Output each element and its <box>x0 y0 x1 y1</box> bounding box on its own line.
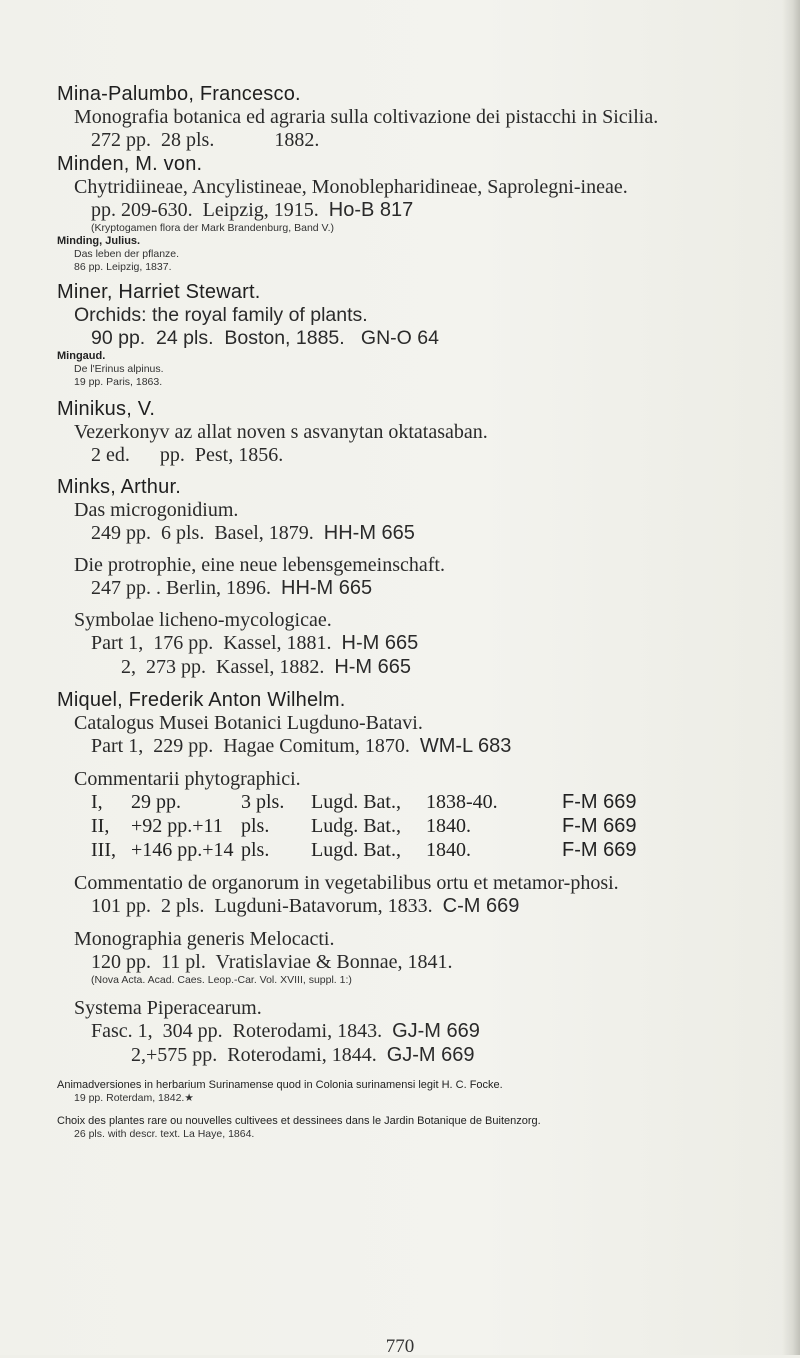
volume: I, <box>91 791 103 813</box>
work-title: Catalogus Musei Botanici Lugduno-Batavi. <box>74 712 423 734</box>
entry-minikus <box>57 397 785 467</box>
volume-row <box>91 838 785 862</box>
pages: +92 pp.+11 <box>131 815 223 837</box>
pub-text: Part 1, 176 pp. Kassel, 1881. <box>91 632 342 654</box>
work-title: Vezerkonyv az allat noven s asvanytan oktatasaban. <box>74 421 488 443</box>
series-note: (Kryptogamen flora der Mark Brandenburg, Band V.) <box>91 222 334 234</box>
date: 1840. <box>426 839 471 861</box>
call-number: H-M 665 <box>334 656 412 678</box>
work-title: Commentatio de organorum in vegetabilibus ortu et metamor-phosi. <box>74 872 619 894</box>
entry-minks <box>57 475 785 679</box>
publication-info: 86 pp. Leipzig, 1837. <box>74 261 172 273</box>
pub-text: Part 1, 229 pp. Hagae Comitum, 1870. <box>91 735 420 757</box>
publication-info <box>91 1043 785 1067</box>
call-number: HH-M 665 <box>323 522 415 544</box>
volume: III, <box>91 839 116 861</box>
call-number: F-M 669 <box>562 791 637 813</box>
publication-info <box>91 894 785 918</box>
publication-info <box>91 734 785 758</box>
author-name: Mina-Palumbo, Francesco. <box>57 83 301 105</box>
publication-info <box>91 198 785 222</box>
call-number: HH-M 665 <box>281 577 373 599</box>
volume-row <box>91 814 785 838</box>
pub-text: 2,+575 pp. Roterodami, 1844. <box>91 1044 387 1066</box>
call-number: Ho-B 817 <box>328 199 414 221</box>
work-title: Monographia generis Melocacti. <box>74 928 335 950</box>
call-number: H-M 665 <box>341 632 419 654</box>
work-title: Systema Piperacearum. <box>74 997 262 1019</box>
author-name: Minks, Arthur. <box>57 476 181 498</box>
pub-text: 247 pp. . Berlin, 1896. <box>91 577 281 599</box>
entry-minding <box>57 235 785 274</box>
entry-mingaud <box>57 350 785 389</box>
call-number: F-M 669 <box>562 839 637 861</box>
work-title: Chytridiineae, Ancylistineae, Monoblepharidineae, Saprolegni-ineae. <box>74 176 628 198</box>
work-title: Commentarii phytographici. <box>74 768 301 790</box>
author-name: Minding, Julius. <box>57 235 141 247</box>
pub-text: Fasc. 1, 304 pp. Roterodami, 1843. <box>91 1020 393 1042</box>
author-name: Miquel, Frederik Anton Wilhelm. <box>57 689 346 711</box>
plates: pls. <box>241 839 270 861</box>
volume-row <box>91 790 785 814</box>
pub-text: 249 pp. 6 pls. Basel, 1879. <box>91 522 324 544</box>
pages: 29 pp. <box>131 791 181 813</box>
publication-info: 2 ed. pp. Pest, 1856. <box>91 444 284 466</box>
author-name: Minikus, V. <box>57 398 156 420</box>
series-note: (Nova Acta. Acad. Caes. Leop.-Car. Vol. XVIII, suppl. 1:) <box>91 974 352 986</box>
work-title: Orchids: the royal family of plants. <box>74 304 368 326</box>
publication-info: 90 pp. 24 pls. Boston, 1885. GN-O 64 <box>91 327 439 349</box>
catalog-content <box>57 82 785 1141</box>
plates: 3 pls. <box>241 791 285 813</box>
entry-miquel <box>57 688 785 1141</box>
author-name: Minden, M. von. <box>57 153 203 175</box>
call-number: F-M 669 <box>562 815 637 837</box>
place: Ludg. Bat., <box>311 815 401 837</box>
publication-info <box>91 521 785 545</box>
publication-info: 19 pp. Roterdam, 1842.★ <box>74 1092 194 1104</box>
pub-text: pp. 209-630. Leipzig, 1915. <box>91 199 329 221</box>
publication-info: 26 pls. with descr. text. La Haye, 1864. <box>74 1128 255 1140</box>
work-title: Monografia botanica ed agraria sulla coltivazione dei pistacchi in Sicilia. <box>74 106 659 128</box>
pages: +146 pp.+14 <box>131 839 234 861</box>
work-title: De l'Erinus alpinus. <box>74 363 164 375</box>
publication-info: 19 pp. Paris, 1863. <box>74 376 163 388</box>
work-title-small: Animadversiones in herbarium Surinamense quod in Colonia surinamensi legit H. C. Focke. <box>57 1079 503 1091</box>
publication-info <box>91 576 785 600</box>
publication-info: 272 pp. 28 pls. 1882. <box>91 129 320 151</box>
author-name: Miner, Harriet Stewart. <box>57 281 261 303</box>
page-number: 770 <box>385 1336 415 1357</box>
date: 1838-40. <box>426 791 498 813</box>
date: 1840. <box>426 815 471 837</box>
volume: II, <box>91 815 110 837</box>
call-number: WM-L 683 <box>419 735 512 757</box>
publication-info <box>91 631 785 655</box>
place: Lugd. Bat., <box>311 839 401 861</box>
entry-minden <box>57 152 785 235</box>
entry-miner <box>57 280 785 350</box>
work-title-small: Choix des plantes rare ou nouvelles cultivees et dessinees dans le Jardin Botanique de Buitenzorg. <box>57 1115 541 1127</box>
pub-text: 2, 273 pp. Kassel, 1882. <box>91 656 335 678</box>
place: Lugd. Bat., <box>311 791 401 813</box>
work-title: Das leben der pflanze. <box>74 248 180 260</box>
work-title: Das microgonidium. <box>74 499 239 521</box>
call-number: GJ-M 669 <box>392 1020 480 1042</box>
call-number: GJ-M 669 <box>386 1044 475 1066</box>
publication-info <box>91 1019 785 1043</box>
plates: pls. <box>241 815 270 837</box>
call-number: C-M 669 <box>442 895 520 917</box>
entry-mina-palumbo <box>57 82 785 152</box>
publication-info: 120 pp. 11 pl. Vratislaviae & Bonnae, 1841. <box>91 951 453 973</box>
pub-text: 101 pp. 2 pls. Lugduni-Batavorum, 1833. <box>91 895 443 917</box>
work-title: Symbolae licheno-mycologicae. <box>74 609 332 631</box>
work-title: Die protrophie, eine neue lebensgemeinschaft. <box>74 554 445 576</box>
publication-info <box>91 655 785 679</box>
author-name: Mingaud. <box>57 350 106 362</box>
